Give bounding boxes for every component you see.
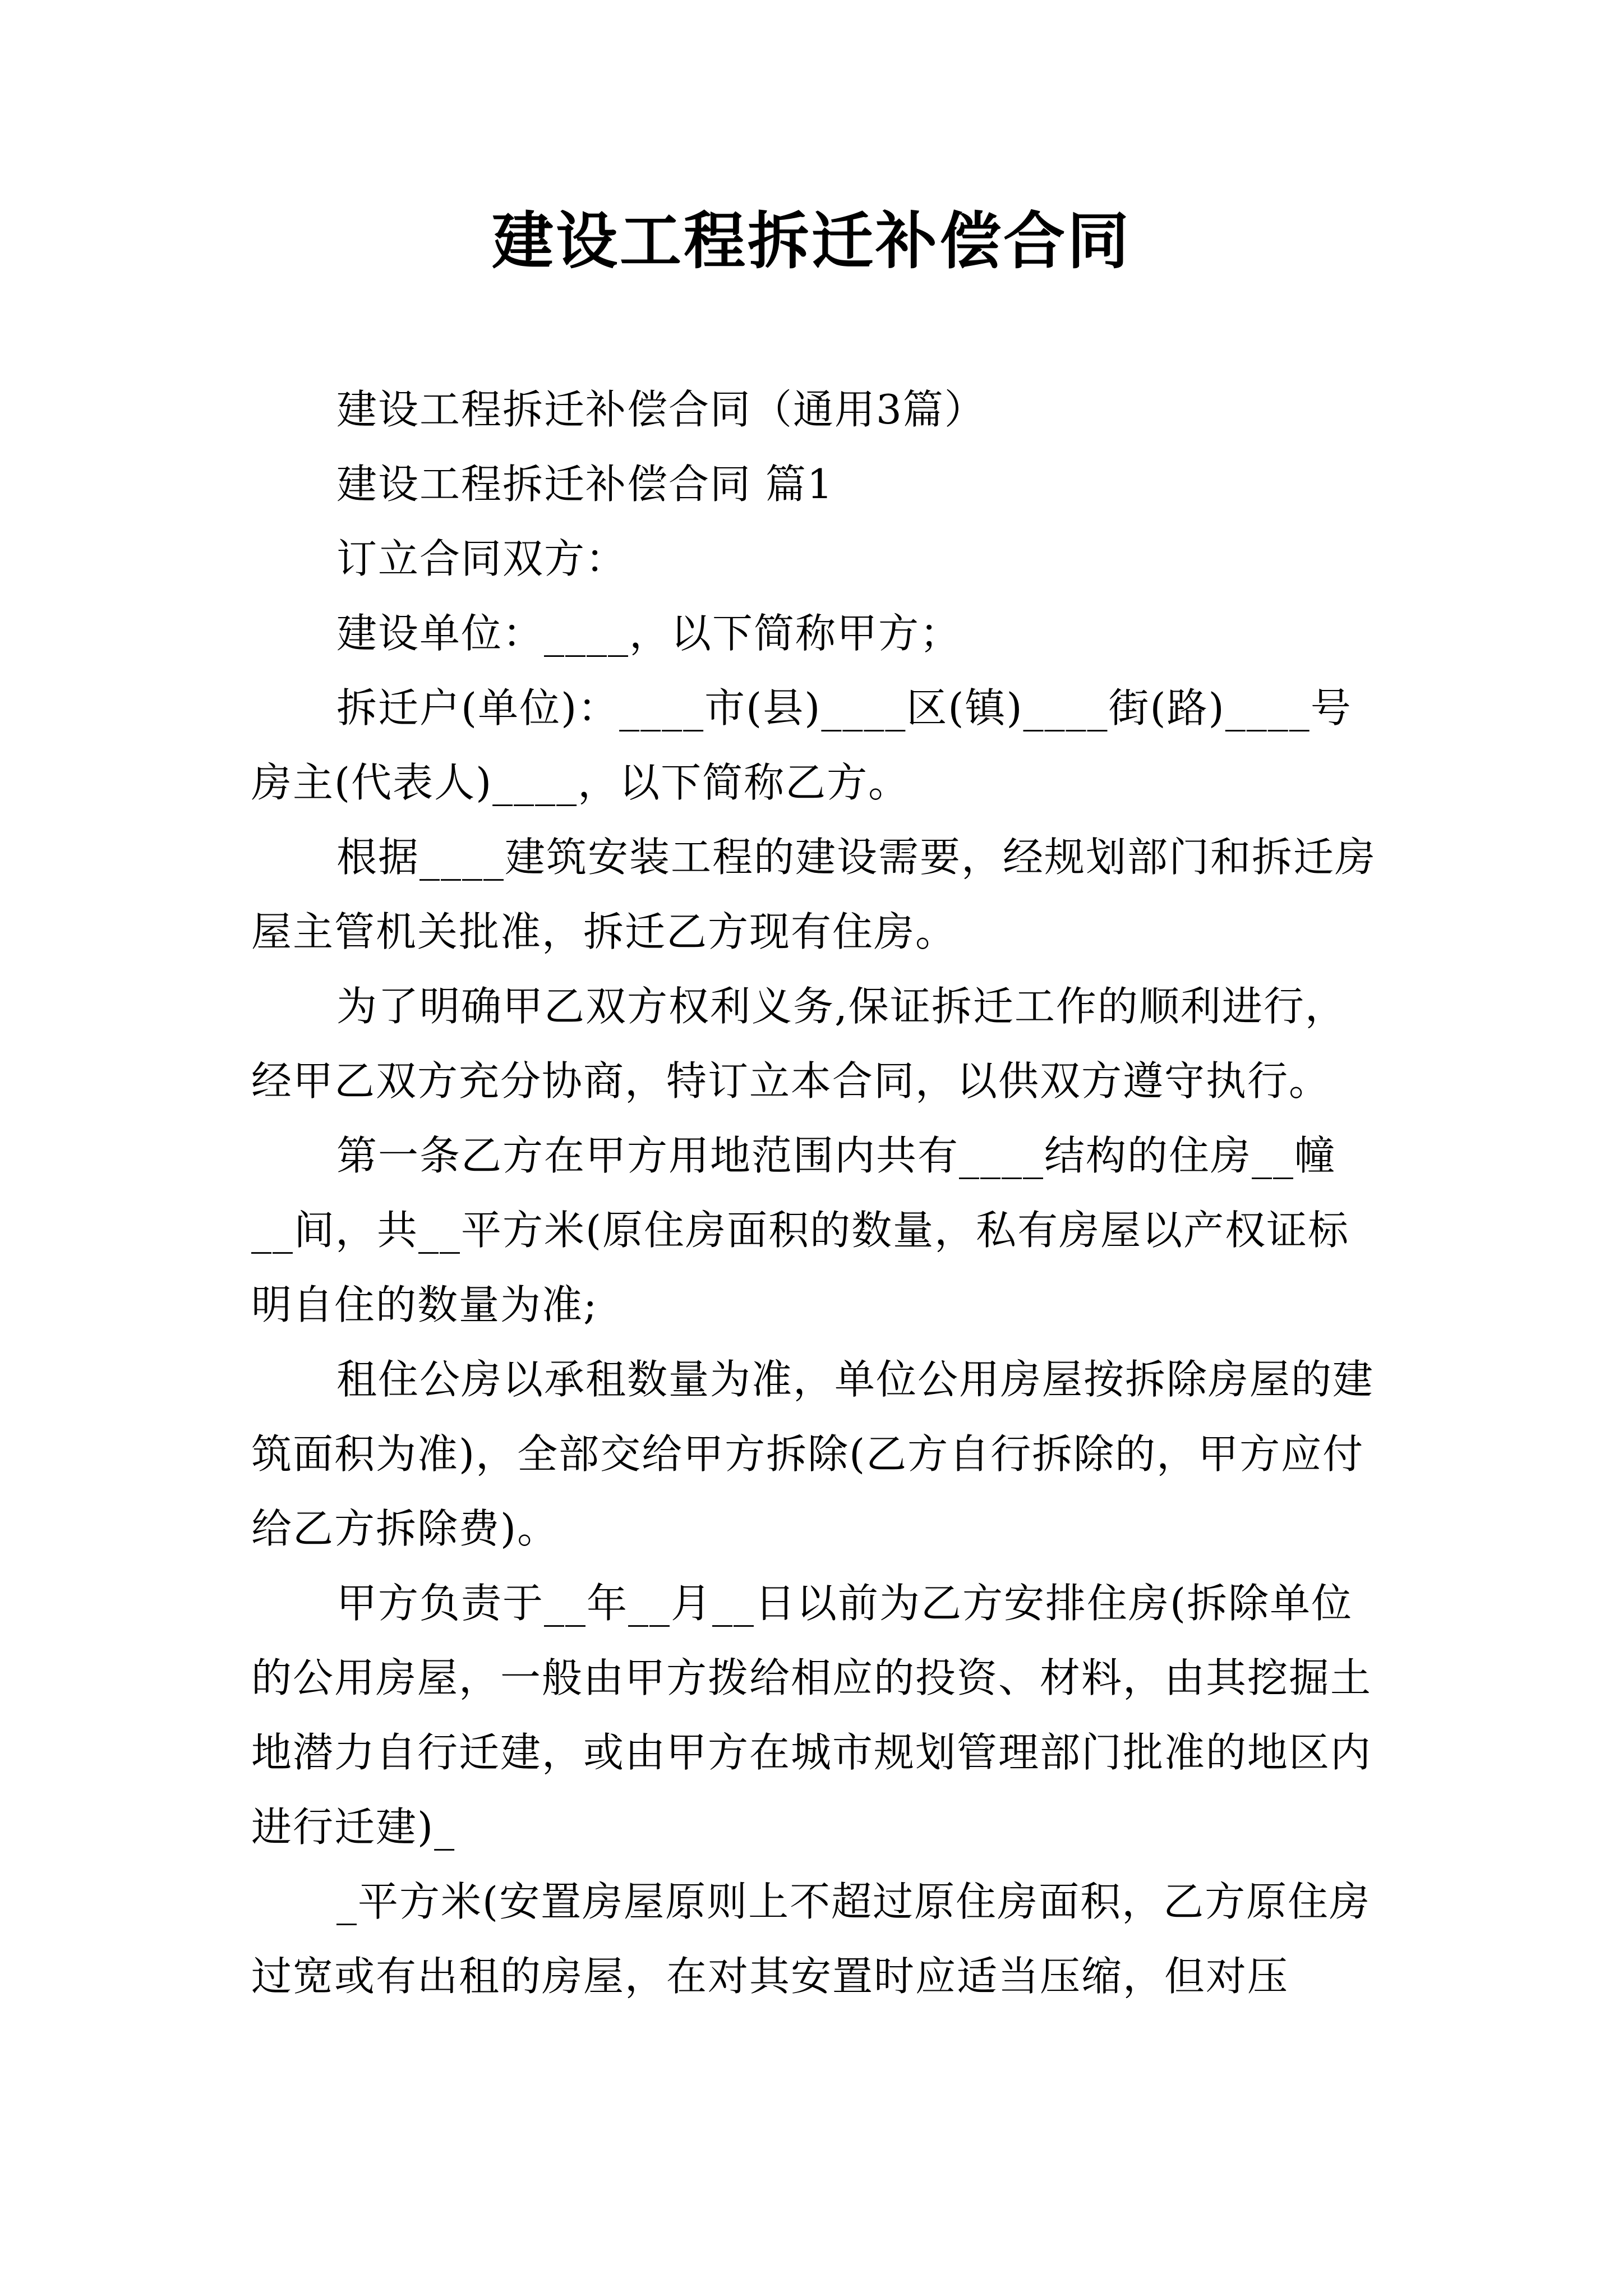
paragraph: 为了明确甲乙双方权利义务,保证拆迁工作的顺利进行，经甲乙双方充分协商，特订立本合同，以供双方遵守执行。 (251, 983, 1347, 1105)
paragraph: 第一条乙方在甲方用地范围内共有____结构的住房__幢__间，共__平方米(原住房面积的数量，私有房屋以产权证标明自住的数量为准; (251, 1132, 1350, 1328)
paragraph: 建设工程拆迁补偿合同 篇1 (336, 461, 834, 508)
document-body (251, 372, 1377, 2014)
paragraph: 租住公房以承租数量为准，单位公用房屋按拆除房屋的建筑面积为准)，全部交给甲方拆除(乙方自行拆除的，甲方应付给乙方拆除费)。 (251, 1356, 1375, 1552)
document-title: 建设工程拆迁补偿合同 (492, 205, 1131, 277)
paragraph: 订立合同双方： (336, 535, 628, 582)
paragraph: 拆迁户(单位)：____市(县)____区(镇)____街(路)____号房主(代表人)____，以下简称乙方。 (251, 684, 1352, 806)
paragraph: _平方米(安置房屋原则上不超过原住房面积，乙方原住房过宽或有出租的房屋，在对其安置时应适当压缩，但对压 (251, 1878, 1371, 2000)
paragraph: 建设单位：____，以下简称甲方； (336, 610, 962, 657)
paragraph: 根据____建筑安装工程的建设需要，经规划部门和拆迁房屋主管机关批准，拆迁乙方现有住房。 (251, 834, 1377, 955)
paragraph: 建设工程拆迁补偿合同（通用3篇） (336, 386, 986, 433)
paragraph: 甲方负责于__年__月__日以前为乙方安排住房(拆除单位的公用房屋，一般由甲方拨给相应的投资、材料，由其挖掘土地潜力自行迁建，或由甲方在城市规划管理部门批准的地区内进行迁建)_ (251, 1580, 1372, 1851)
